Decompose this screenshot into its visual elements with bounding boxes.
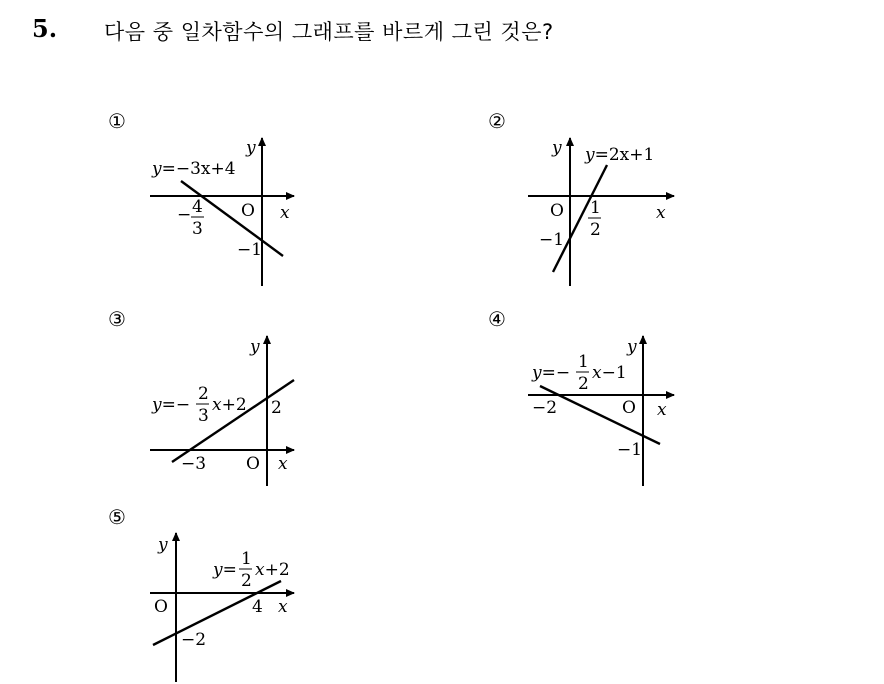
option-4[interactable] <box>488 307 674 486</box>
option-4-marker: ④ <box>488 307 506 331</box>
option-4-x-intercept: −2 <box>532 398 558 418</box>
option-3-y-intercept: 2 <box>271 398 282 418</box>
option-3-x-label: x <box>278 454 288 474</box>
option-5-x-label: x <box>278 597 288 617</box>
option-4-y-intercept: −1 <box>617 440 643 460</box>
option-1-x-label: x <box>280 203 290 223</box>
option-1-y-intercept: −1 <box>237 240 263 260</box>
option-1-equation: y=−3x+4 <box>152 159 236 179</box>
option-3-equation <box>151 384 247 426</box>
option-5-equation <box>212 549 290 591</box>
svg-text:1: 1 <box>578 352 589 372</box>
option-2-equation: y=2x+1 <box>585 145 655 165</box>
svg-text:2: 2 <box>198 384 209 404</box>
option-5[interactable] <box>108 505 294 682</box>
option-2-marker: ② <box>488 109 506 133</box>
option-2-y-label: y <box>552 138 562 158</box>
svg-text:1: 1 <box>241 549 252 569</box>
option-3-marker: ③ <box>108 307 126 331</box>
svg-text:4: 4 <box>192 197 203 217</box>
svg-text:y=−: y=− <box>532 363 571 383</box>
svg-text:1: 1 <box>590 198 601 218</box>
option-3-origin: O <box>246 454 260 474</box>
option-2-y-intercept: −1 <box>539 230 565 250</box>
option-5-x-intercept: 4 <box>252 597 263 617</box>
option-2-x-intercept <box>588 198 601 240</box>
svg-text:y=: y= <box>213 560 237 580</box>
option-5-y-label: y <box>158 535 168 555</box>
option-1[interactable] <box>108 109 294 286</box>
option-2-origin: O <box>550 201 564 221</box>
option-1-origin: O <box>241 201 255 221</box>
question-number: 5. <box>32 14 58 43</box>
svg-text:x+2: x+2 <box>212 395 247 415</box>
option-3[interactable] <box>108 307 294 486</box>
option-5-marker: ⑤ <box>108 505 126 529</box>
option-2-x-label: x <box>656 203 666 223</box>
option-3-x-intercept: −3 <box>181 454 207 474</box>
option-5-origin: O <box>154 597 168 617</box>
option-1-marker: ① <box>108 109 126 133</box>
option-1-x-intercept <box>177 197 204 239</box>
option-4-origin: O <box>622 398 636 418</box>
option-1-y-label: y <box>246 138 256 158</box>
svg-text:3: 3 <box>192 219 203 239</box>
option-5-y-intercept: −2 <box>181 630 207 650</box>
svg-text:x+2: x+2 <box>255 560 290 580</box>
svg-text:2: 2 <box>241 571 252 591</box>
option-4-y-label: y <box>627 337 637 357</box>
svg-text:2: 2 <box>578 374 589 394</box>
option-4-x-label: x <box>657 400 667 420</box>
svg-text:2: 2 <box>590 220 601 240</box>
question-text: 다음 중 일차함수의 그래프를 바르게 그린 것은? <box>104 20 554 44</box>
svg-text:−: − <box>177 205 192 225</box>
option-3-y-label: y <box>250 337 260 357</box>
svg-text:3: 3 <box>198 406 209 426</box>
option-2[interactable] <box>488 109 674 286</box>
svg-text:x−1: x−1 <box>592 363 627 383</box>
svg-text:y=−: y=− <box>152 395 191 415</box>
